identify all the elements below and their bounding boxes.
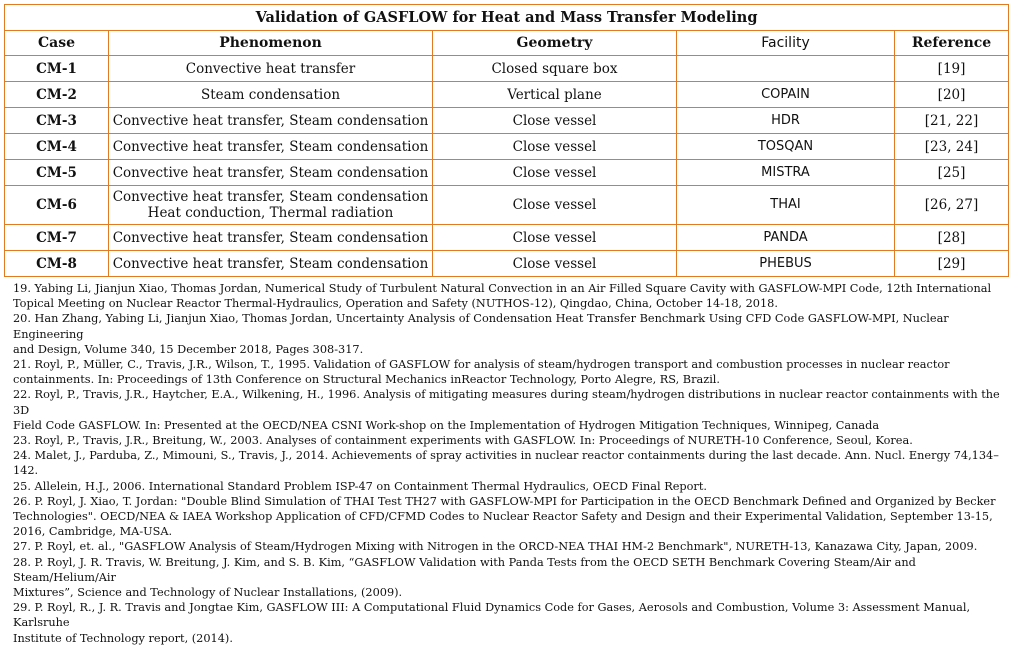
facility-cell: TOSQAN	[677, 134, 895, 160]
reference-cell: [19]	[895, 56, 1009, 82]
header-case: Case	[5, 31, 109, 56]
reference-line: 19. Yabing Li, Jianjun Xiao, Thomas Jordan, Numerical Study of Turbulent Natural Convection in an Air Filled Square Cavity with GASFLOW-MPI Code, 12th International	[13, 282, 992, 295]
case-cell: CM-5	[5, 160, 109, 186]
reference-line: 27. P. Royl, et. al., "GASFLOW Analysis of Steam/Hydrogen Mixing with Nitrogen in the ORCD-NEA THAI HM-2 Benchmark", NURETH-13, Kanazawa City, Japan, 2009.	[13, 540, 978, 554]
header-facility: Facility	[677, 31, 895, 56]
reference-line: 20. Han Zhang, Yabing Li, Jianjun Xiao, Thomas Jordan, Uncertainty Analysis of Condensation Heat Transfer Benchmark Using CFD Code GASFLOW-MPI, Nuclear Engineering	[13, 312, 949, 341]
facility-cell: PHEBUS	[677, 251, 895, 277]
header-phenomenon: Phenomenon	[109, 31, 433, 56]
phenomenon-line: Heat conduction, Thermal radiation	[147, 205, 394, 221]
reference-line: Institute of Technology report, (2014).	[13, 631, 233, 645]
reference-line: Technologies". OECD/NEA & IAEA Workshop Application of CFD/CFMD Codes to Nuclear Reactor Safety and Design and their Experimental Validation, September 13-15,	[13, 510, 993, 524]
table-title: Validation of GASFLOW for Heat and Mass Transfer Modeling	[5, 5, 1009, 31]
table-row	[5, 134, 1009, 160]
reference-cell: [28]	[895, 225, 1009, 251]
table-row	[5, 186, 1009, 225]
reference-line: Mixtures”, Science and Technology of Nuclear Installations, (2009).	[13, 586, 403, 600]
reference-cell: [23, 24]	[895, 134, 1009, 160]
header-reference: Reference	[895, 31, 1009, 56]
case-cell: CM-3	[5, 108, 109, 134]
geometry-cell: Closed square box	[433, 56, 677, 82]
geometry-cell: Close vessel	[433, 134, 677, 160]
reference-line: Topical Meeting on Nuclear Reactor Thermal-Hydraulics, Operation and Safety (NUTHOS-12), Qingdao, China, October 14-18, 2018.	[13, 297, 778, 311]
phenomenon-cell: Convective heat transfer, Steam condensation	[109, 108, 433, 134]
reference-line: 25. Allelein, H.J., 2006. International Standard Problem ISP-47 on Containment Thermal Hydraulics, OECD Final Report.	[13, 479, 707, 493]
phenomenon-line: Convective heat transfer, Steam condensation	[112, 189, 429, 205]
header-geometry: Geometry	[433, 31, 677, 56]
phenomenon-cell: Steam condensation	[109, 82, 433, 108]
validation-table	[4, 4, 1009, 277]
reference-line: 22. Royl, P., Travis, J.R., Haytcher, E.A., Wilkening, H., 1996. Analysis of mitigating measures during steam/hydrogen distributions in nuclear reactor containments with the 3D	[13, 388, 1000, 417]
reference-line: 26. P. Royl, J. Xiao, T. Jordan: "Double Blind Simulation of THAI Test TH27 with GASFLOW-MPI for Participation in the OECD Benchmark Defined and Organized by Becker	[13, 494, 996, 508]
case-cell: CM-7	[5, 225, 109, 251]
geometry-cell: Close vessel	[433, 251, 677, 277]
validation-table-container	[4, 4, 1008, 277]
case-cell: CM-6	[5, 186, 109, 225]
phenomenon-cell: Convective heat transfer, Steam condensation	[109, 251, 433, 277]
facility-cell	[677, 56, 895, 82]
phenomenon-cell: Convective heat transfer, Steam condensation	[109, 160, 433, 186]
reference-line: Field Code GASFLOW. In: Presented at the OECD/NEA CSNI Work-shop on the Implementation of Hydrogen Mitigation Techniques, Winnipeg, Canada	[13, 418, 880, 432]
case-cell: CM-8	[5, 251, 109, 277]
reference-line: 23. Royl, P., Travis, J.R., Breitung, W., 2003. Analyses of containment experiments with GASFLOW. In: Proceedings of NURETH-10 Conference, Seoul, Korea.	[13, 434, 913, 448]
reference-cell: [20]	[895, 82, 1009, 108]
geometry-cell: Vertical plane	[433, 82, 677, 108]
geometry-cell: Close vessel	[433, 186, 677, 225]
table-row	[5, 56, 1009, 82]
geometry-cell: Close vessel	[433, 225, 677, 251]
table-row	[5, 225, 1009, 251]
phenomenon-cell: Convective heat transfer, Steam condensation	[109, 225, 433, 251]
reference-line: and Design, Volume 340, 15 December 2018, Pages 308-317.	[13, 342, 364, 356]
reference-line: 29. P. Royl, R., J. R. Travis and Jongtae Kim, GASFLOW III: A Computational Fluid Dynamics Code for Gases, Aerosols and Combustion, Volume 3: Assessment Manual, Karlsruhe	[13, 601, 971, 630]
facility-cell: PANDA	[677, 225, 895, 251]
phenomenon-cell: Convective heat transfer	[109, 56, 433, 82]
phenomenon-cell: Convective heat transfer, Steam condensation	[109, 134, 433, 160]
reference-line: 28. P. Royl, J. R. Travis, W. Breitung, J. Kim, and S. B. Kim, “GASFLOW Validation with Panda Tests from the OECD SETH Benchmark Covering Steam/Air and Steam/Helium/Air	[13, 555, 916, 584]
reference-line: 21. Royl, P., Müller, C., Travis, J.R., Wilson, T., 1995. Validation of GASFLOW for analysis of steam/hydrogen transport and combustion processes in nuclear reactor	[13, 358, 950, 372]
case-cell: CM-2	[5, 82, 109, 108]
reference-line: 24. Malet, J., Parduba, Z., Mimouni, S., Travis, J., 2014. Achievements of spray activities in nuclear reactor containments during the last decade. Ann. Nucl. Energy 74,134–142.	[13, 449, 999, 478]
facility-cell: HDR	[677, 108, 895, 134]
reference-line: containments. In: Proceedings of 13th Conference on Structural Mechanics inReactor Technology, Porto Alegre, RS, Brazil.	[13, 373, 721, 387]
reference-line: 2016, Cambridge, MA-USA.	[13, 525, 173, 539]
facility-cell: THAI	[677, 186, 895, 225]
reference-cell: [25]	[895, 160, 1009, 186]
reference-list	[13, 281, 1003, 646]
reference-cell: [26, 27]	[895, 186, 1009, 225]
facility-cell: MISTRA	[677, 160, 895, 186]
table-row	[5, 108, 1009, 134]
facility-cell: COPAIN	[677, 82, 895, 108]
table-row	[5, 82, 1009, 108]
table-row	[5, 160, 1009, 186]
reference-cell: [21, 22]	[895, 108, 1009, 134]
reference-cell: [29]	[895, 251, 1009, 277]
table-row	[5, 251, 1009, 277]
geometry-cell: Close vessel	[433, 160, 677, 186]
case-cell: CM-1	[5, 56, 109, 82]
phenomenon-cell	[109, 186, 433, 225]
case-cell: CM-4	[5, 134, 109, 160]
geometry-cell: Close vessel	[433, 108, 677, 134]
